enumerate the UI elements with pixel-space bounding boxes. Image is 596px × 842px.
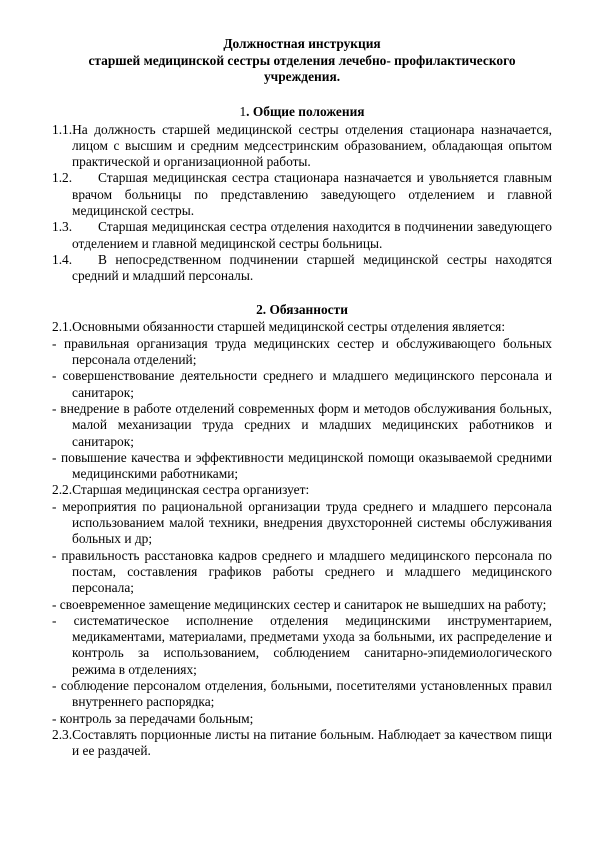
section1-number: 1 bbox=[239, 103, 247, 119]
document-title-line2: старшей медицинской сестры отделения лечебно- профилактического bbox=[88, 52, 516, 68]
item-number: 1.4. bbox=[52, 251, 73, 267]
item-text: В непосредственном подчинении старшей медицинской сестры находятся средний и младший персоналы. bbox=[72, 251, 552, 284]
section1-title: . Общие положения bbox=[246, 103, 365, 119]
section1-item bbox=[52, 219, 552, 252]
section2-line: - правильная организация труда медицинских сестер и обслуживающего больных персонала отделений; bbox=[52, 335, 552, 368]
section2-line: - соблюдение персоналом отделения, больными, посетителями установленных правил внутреннего распорядка; bbox=[52, 678, 552, 710]
item-number: 1.3. bbox=[52, 219, 73, 235]
item-number: 1.1. bbox=[52, 121, 73, 137]
item-number: 1.2. bbox=[52, 170, 73, 186]
section2-line: 2.2.Старшая медицинская сестра организует: bbox=[52, 482, 310, 498]
section2-line: - мероприятия по рациональной организации труда среднего и младшего персонала использованием малой техники, внедрения двухсторонней системы обслуживания больных и др; bbox=[52, 498, 552, 547]
section2-line: - совершенствование деятельности среднего и младшего медицинского персонала и санитарок; bbox=[52, 368, 552, 400]
section1-item bbox=[52, 170, 552, 219]
document-title-line1: Должностная инструкция bbox=[223, 36, 381, 51]
section2-line: - внедрение в работе отделений современных форм и методов обслуживания больных, малой механизации труда средних и младших медицинских работников и санитарок; bbox=[52, 400, 552, 449]
section1-item bbox=[52, 252, 552, 285]
item-text: На должность старшей медицинской сестры отделения стационара назначается, лицом с высшим и средним медсестринским образованием, обладающая опытом практической и организационной работы. bbox=[72, 121, 552, 170]
item-text: Старшая медицинская сестра стационара назначается и увольняется главным врачом больницы по представлению заведующего отделением и главной медицинской сестры. bbox=[72, 170, 552, 218]
item-text: Старшая медицинская сестра отделения находится в подчинении заведующего отделением и главной медицинской сестры больницы. bbox=[72, 219, 552, 251]
document-title-line3: учреждения. bbox=[263, 69, 341, 84]
section2-line: 2.1.Основными обязанности старшей медицинской сестры отделения является: bbox=[52, 319, 506, 335]
section2-line: 2.3.Составлять порционные листы на питание больным. Наблюдает за качеством пищи и ее раздачей. bbox=[52, 726, 552, 759]
section2-heading: 2. Обязанности bbox=[256, 302, 348, 318]
section1-item bbox=[52, 122, 552, 171]
section2-line: - правильность расстановка кадров среднего и младшего медицинского персонала по постам, составления графиков работы среднего и младшего медицинского персонала; bbox=[52, 547, 552, 596]
section1-heading bbox=[52, 103, 552, 120]
section2-line: - своевременное замещение медицинских сестер и санитарок не вышедших на работу; bbox=[52, 596, 547, 612]
section2-line: - контроль за передачами больным; bbox=[52, 710, 254, 726]
section2-line: - систематическое исполнение отделения медицинскими инструментарием, медикаментами, материалами, предметами ухода за больными, их распределение и контроль за использованием, соблюдением санитарно-эпидемиологического режима в отделениях; bbox=[52, 612, 552, 677]
section2-line: - повышение качества и эффективности медицинской помощи оказываемой средними медицинскими работниками; bbox=[52, 449, 552, 482]
